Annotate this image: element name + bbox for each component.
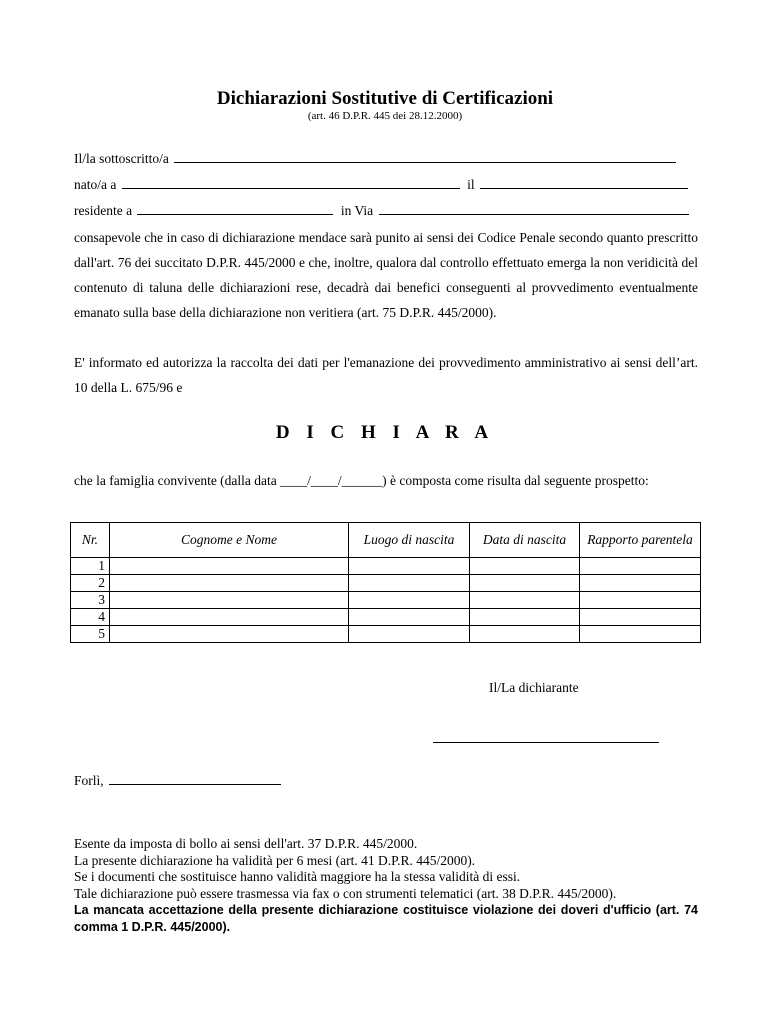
table-row [71, 626, 701, 643]
documenti-note: Se i documenti che sostituisce hanno validità maggiore ha la stessa validità di essi. [74, 869, 521, 884]
rapporto-cell[interactable] [580, 609, 701, 626]
document-title: Dichiarazioni Sostitutive di Certificazioni [216, 88, 554, 109]
residenza-field[interactable] [137, 202, 333, 215]
data-nascita-cell[interactable] [470, 558, 580, 575]
accettazione-note: La mancata accettazione della presente dichiarazione costituisce violazione dei doveri d'ufficio (art. 74 comma 1 D.P.R. 445/2000). [74, 903, 698, 934]
rapporto-cell[interactable] [580, 626, 701, 643]
data-nascita-cell[interactable] [470, 626, 580, 643]
header-rapporto-parentela: Rapporto parentela [580, 523, 701, 558]
residenza-row [74, 202, 689, 219]
luogo-nascita-field[interactable] [122, 176, 460, 189]
table-row [71, 592, 701, 609]
nato-label: nato/a a [74, 177, 117, 192]
table-row [71, 609, 701, 626]
luogo-nascita-cell[interactable] [349, 626, 470, 643]
data-nascita-cell[interactable] [470, 592, 580, 609]
document-subtitle: (art. 46 D.P.R. 445 dei 28.12.2000) [307, 110, 463, 122]
data-nascita-cell[interactable] [470, 609, 580, 626]
luogo-nascita-cell[interactable] [349, 575, 470, 592]
place-date-row [74, 772, 281, 789]
validita-note: La presente dichiarazione ha validità per 6 mesi (art. 41 D.P.R. 445/2000). [74, 852, 476, 868]
fax-note: Tale dichiarazione può essere trasmessa via fax o con strumenti telematici (art. 38 D.P.R. 445/2000). [74, 885, 617, 901]
table-row [71, 575, 701, 592]
row-number: 2 [71, 575, 110, 592]
luogo-nascita-cell[interactable] [349, 609, 470, 626]
place-date-field[interactable] [109, 772, 281, 785]
data-nascita-field[interactable] [480, 176, 688, 189]
il-label: il [467, 177, 475, 192]
dichiarante-label: Il/La dichiarante [489, 680, 579, 695]
rapporto-cell[interactable] [580, 575, 701, 592]
famiglia-paragraph: che la famiglia convivente (dalla data ____/____/______) è composta come risulta dal seguente prospetto: [74, 473, 649, 488]
cognome-nome-cell[interactable] [110, 575, 349, 592]
via-field[interactable] [379, 202, 689, 215]
nascita-row [74, 176, 688, 193]
footer-notes [74, 836, 698, 935]
bollo-note: Esente da imposta di bollo ai sensi dell'art. 37 D.P.R. 445/2000. [74, 836, 418, 851]
header-luogo-nascita: Luogo di nascita [349, 523, 470, 558]
sottoscritto-field[interactable] [174, 150, 676, 163]
cognome-nome-cell[interactable] [110, 558, 349, 575]
consapevole-paragraph: consapevole che in caso di dichiarazione mendace sarà punito ai sensi dei Codice Penale secondo quanto prescritto dall'art. 76 dei succitato D.P.R. 445/2000 e che, inoltre, qualora dal controllo effettuato emerga la non veridicità del contenuto di taluna delle dichiarazioni rese, decadrà dai benefici conseguenti al provvedimento eventualmente emanato sulla base della dichiarazione non veritiera (art. 75 D.P.R. 445/2000). [74, 230, 698, 320]
dichiara-heading: D I C H I A R A [275, 422, 495, 443]
residente-label: residente a [74, 203, 133, 218]
rapporto-cell[interactable] [580, 558, 701, 575]
row-number: 1 [71, 558, 110, 575]
row-number: 3 [71, 592, 110, 609]
signature-line[interactable] [433, 742, 659, 743]
cognome-nome-cell[interactable] [110, 626, 349, 643]
sottoscritto-row [74, 150, 676, 167]
famiglia-table [70, 522, 701, 643]
header-nr: Nr. [71, 523, 110, 558]
rapporto-cell[interactable] [580, 592, 701, 609]
cognome-nome-cell[interactable] [110, 609, 349, 626]
luogo-nascita-cell[interactable] [349, 592, 470, 609]
table-header-row [71, 523, 701, 558]
table-row [71, 558, 701, 575]
informato-paragraph: E' informato ed autorizza la raccolta dei dati per l'emanazione dei provvedimento amministrativo ai sensi dell’art. 10 della L. 675/96 e [74, 355, 698, 395]
row-number: 5 [71, 626, 110, 643]
luogo-nascita-cell[interactable] [349, 558, 470, 575]
forli-label: Forlì, [74, 773, 104, 788]
row-number: 4 [71, 609, 110, 626]
header-data-nascita: Data di nascita [470, 523, 580, 558]
sottoscritto-label: Il/la sottoscritto/a [74, 151, 169, 166]
data-nascita-cell[interactable] [470, 575, 580, 592]
via-label: in Via [340, 203, 374, 218]
cognome-nome-cell[interactable] [110, 592, 349, 609]
header-cognome-nome: Cognome e Nome [110, 523, 349, 558]
